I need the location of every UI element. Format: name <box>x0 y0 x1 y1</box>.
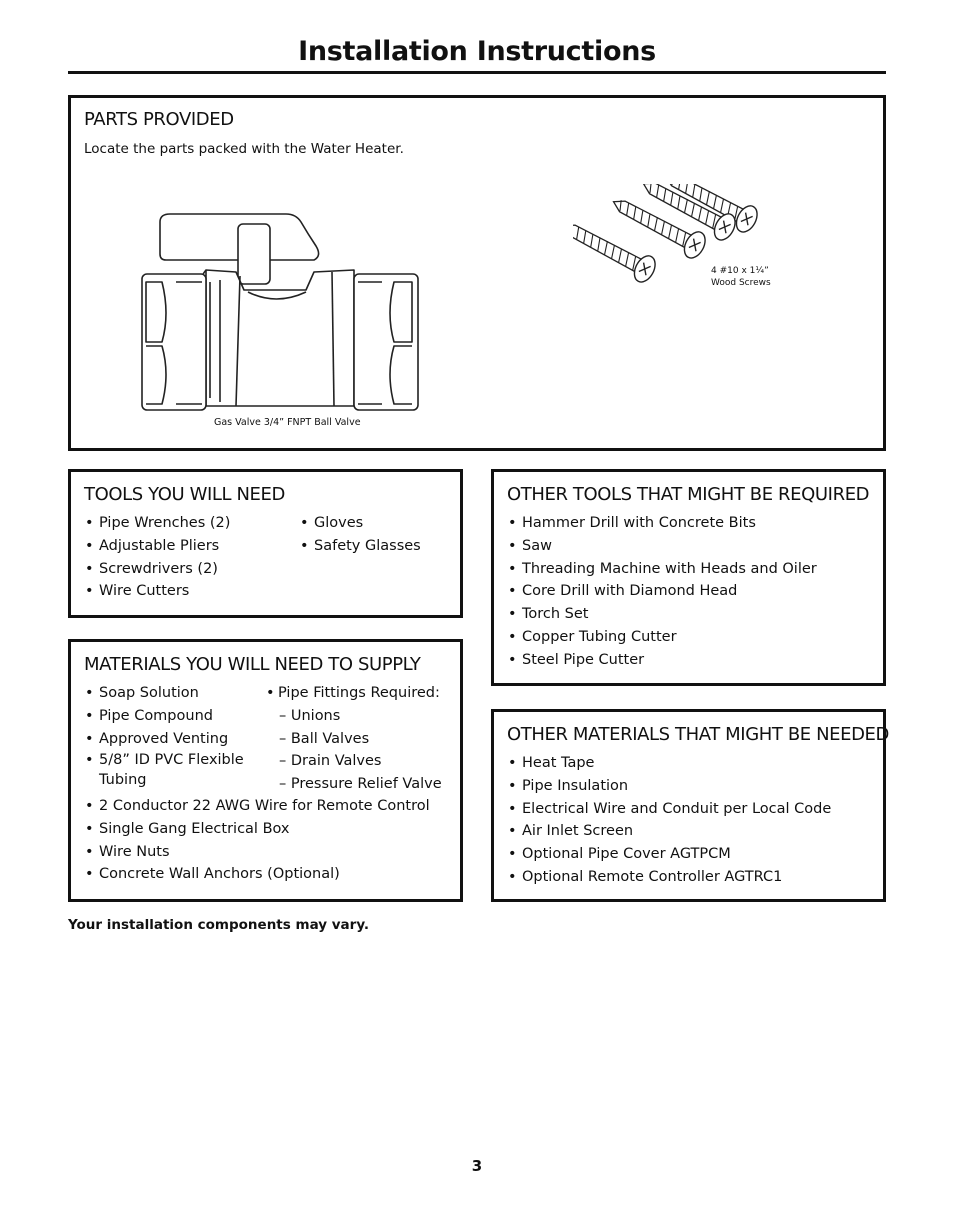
list-item: • Gloves <box>299 512 449 535</box>
other-materials-heading: OTHER MATERIALS THAT MIGHT BE NEEDED <box>507 724 889 745</box>
list-item: • Heat Tape <box>507 752 877 775</box>
screws-caption <box>711 265 771 289</box>
list-item: • Wire Nuts <box>84 841 454 864</box>
list-item: • Concrete Wall Anchors (Optional) <box>84 863 454 886</box>
list-item: • Safety Glasses <box>299 535 449 558</box>
other-tools-heading: OTHER TOOLS THAT MIGHT BE REQUIRED <box>507 484 870 505</box>
list-item: • Electrical Wire and Conduit per Local Code <box>507 798 877 821</box>
list-item: • Torch Set <box>507 603 877 626</box>
list-item: • Air Inlet Screen <box>507 820 877 843</box>
ball-valve-illustration <box>136 210 421 420</box>
page-title: Installation Instructions <box>298 36 656 67</box>
list-item: • Steel Pipe Cutter <box>507 649 877 672</box>
list-item: • Soap Solution <box>84 682 250 705</box>
parts-provided-heading: PARTS PROVIDED <box>84 109 234 130</box>
list-item: • Pipe Compound <box>84 705 250 728</box>
materials-list-col2 <box>265 682 455 705</box>
list-item: • Pipe Insulation <box>507 775 877 798</box>
tools-you-will-need-box <box>68 469 463 618</box>
title-divider <box>68 71 886 74</box>
other-materials-list <box>507 752 877 889</box>
list-item: • 2 Conductor 22 AWG Wire for Remote Control <box>84 795 454 818</box>
tools-list-col2 <box>299 512 449 558</box>
materials-to-supply-box <box>68 639 463 902</box>
other-materials-box <box>491 709 889 902</box>
list-item: • Wire Cutters <box>84 580 274 603</box>
list-item: • Threading Machine with Heads and Oiler <box>507 558 877 581</box>
tools-heading: TOOLS YOU WILL NEED <box>84 484 285 505</box>
page-number: 3 <box>471 1157 483 1175</box>
parts-provided-intro: Locate the parts packed with the Water Heater. <box>84 141 404 157</box>
list-item: – Ball Valves <box>279 730 370 747</box>
list-item: – Unions <box>279 707 341 724</box>
materials-heading: MATERIALS YOU WILL NEED TO SUPPLY <box>84 654 421 675</box>
list-item: • Pipe Fittings Required: <box>265 682 455 705</box>
list-item: • Copper Tubing Cutter <box>507 626 877 649</box>
pipe-fittings-sublist <box>279 705 459 796</box>
other-tools-list <box>507 512 877 672</box>
other-tools-box <box>491 469 886 686</box>
materials-list-full <box>84 795 454 886</box>
list-item: • Adjustable Pliers <box>84 535 274 558</box>
list-item: • Core Drill with Diamond Head <box>507 580 877 603</box>
list-item: • 5/8” ID PVC Flexible Tubing <box>84 750 250 790</box>
installation-footnote: Your installation components may vary. <box>68 917 370 933</box>
valve-caption: Gas Valve 3/4” FNPT Ball Valve <box>214 417 361 428</box>
list-item: • Hammer Drill with Concrete Bits <box>507 512 877 535</box>
tools-list-col1 <box>84 512 274 603</box>
list-item: – Drain Valves <box>279 753 382 770</box>
list-item: • Saw <box>507 535 877 558</box>
materials-list-col1 <box>84 682 250 792</box>
screws-caption-line2: Wood Screws <box>711 278 771 288</box>
list-item: • Approved Venting <box>84 728 250 751</box>
list-item: • Pipe Wrenches (2) <box>84 512 274 535</box>
screws-caption-line1: 4 #10 x 1¼” <box>711 266 769 276</box>
list-item: – Pressure Relief Valve <box>279 776 442 793</box>
parts-provided-box <box>68 95 886 451</box>
list-item: • Optional Pipe Cover AGTPCM <box>507 843 877 866</box>
list-item: • Single Gang Electrical Box <box>84 818 454 841</box>
list-item: • Optional Remote Controller AGTRC1 <box>507 866 877 889</box>
list-item: • Screwdrivers (2) <box>84 558 274 581</box>
